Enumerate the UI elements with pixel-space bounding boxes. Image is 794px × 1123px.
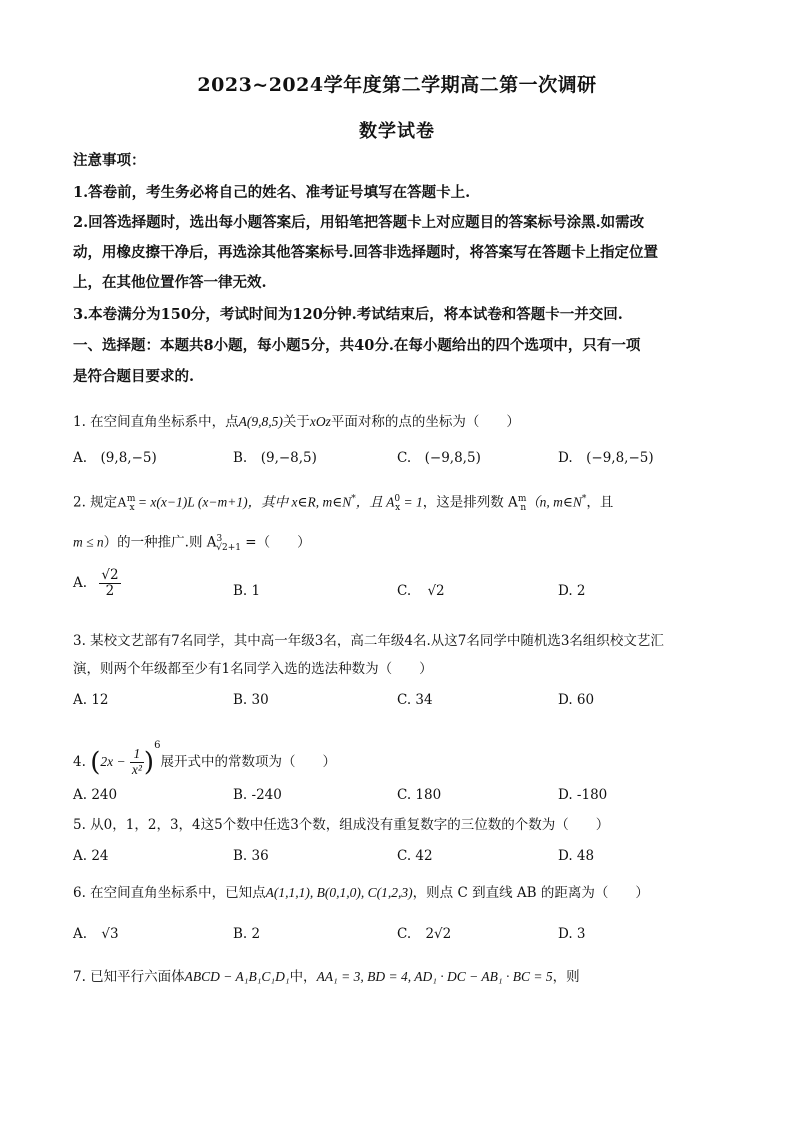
q6-option-c-label: C. <box>397 926 412 942</box>
q3-option-a: A. 12 <box>73 692 109 708</box>
q6-points: A(1,1,1), B(0,1,0), C(1,2,3) <box>265 885 413 900</box>
q4-stem-post: 展开式中的常数项为（ ） <box>160 754 336 770</box>
q3-option-d: D. 60 <box>558 692 595 708</box>
q2-formula: A <box>117 494 127 510</box>
q7-condition: AA₁ = 3, BD = 4, AD₁ · DC − AB₁ · BC = 5 <box>316 969 553 984</box>
note-2-line-2: 动，用橡皮擦干净后，再选涂其他答案标号.回答非选择题时，将答案写在答题卡上指定位置 <box>73 244 659 261</box>
q1-stem-pre: 1. 在空间直角坐标系中，点 <box>73 414 239 430</box>
q6-option-d: D. 3 <box>558 926 586 942</box>
section-1-heading-line-1: 一、选择题：本题共8小题，每小题5分，共40分.在每小题给出的四个选项中，只有一项 <box>73 337 641 354</box>
q5-option-d: D. 48 <box>558 848 595 864</box>
q2-option-d: D. 2 <box>558 583 586 599</box>
q4-num: 4. <box>73 754 86 770</box>
question-6 <box>73 880 733 906</box>
section-1-heading-line-2: 是符合题目要求的. <box>73 368 195 385</box>
q5-option-a: A. 24 <box>73 848 109 864</box>
question-3-line-1: 3. 某校文艺部有7名同学，其中高一年级3名，高二年级4名.从这7名同学中随机选3名组织校文艺汇 <box>73 633 664 649</box>
q6-option-a-value: √3 <box>101 926 119 942</box>
q4-fraction <box>130 747 144 778</box>
q6-option-b: B. 2 <box>233 926 261 942</box>
q2-option-c-value: √2 <box>427 583 445 599</box>
q1-option-a: A. (9,8,−5) <box>73 450 157 466</box>
q1-option-c: C. (−9,8,5) <box>397 450 481 466</box>
q2-and: ，且 A <box>355 494 395 510</box>
q2-line2-post: =（ ） <box>240 534 311 551</box>
q7-solid: ABCD − A₁B₁C₁D₁ <box>184 969 290 984</box>
q2-tail-sup: m <box>517 494 527 504</box>
q1-stem-post: 平面对称的点的坐标为（ ） <box>330 414 520 430</box>
question-3-line-2: 演，则两个年级都至少有1名同学入选的选法种数为（ ） <box>73 661 433 677</box>
question-5: 5. 从0，1，2，3，4这5个数中任选3个数，组成没有重复数字的三位数的个数为（ ） <box>73 817 610 833</box>
q2-a0-sup: 0 <box>394 494 401 504</box>
q1-stem-mid: 关于 <box>282 414 310 430</box>
q2-option-b: B. 1 <box>233 583 261 599</box>
q2-condition: ，其中 x∈R, m∈N <box>247 494 352 510</box>
note-1: 1.答卷前，考生务必将自己的姓名、准考证号填写在答题卡上. <box>73 184 471 201</box>
note-2-line-3: 上，在其他位置作答一律无效. <box>73 274 267 291</box>
q2-tail2: （n, m∈N <box>526 494 582 510</box>
q7-stem-mid: 中， <box>289 969 317 985</box>
q2-formula-sup: m <box>126 494 136 504</box>
note-2-line-1: 2.回答选择题时，选出每小题答案后，用铅笔把答题卡上对应题目的答案标号涂黑.如需改 <box>73 214 645 231</box>
q7-stem-pre: 7. 已知平行六面体 <box>73 969 185 985</box>
q5-option-c: C. 42 <box>397 848 433 864</box>
q2-option-a-label: A. <box>73 574 88 591</box>
q4-right-paren: ) <box>143 747 155 778</box>
q2-line2-mid: ）的一种推广.则 A <box>103 534 217 551</box>
q2-condition-star: * <box>351 494 356 504</box>
q4-fraction-denominator: x² <box>131 762 142 777</box>
q2-option-a-denominator: 2 <box>105 582 115 599</box>
q6-stem-post: ，则点 C 到直线 AB 的距离为（ ） <box>412 885 649 901</box>
q4-option-c: C. 180 <box>397 787 442 803</box>
q2-option-c <box>397 583 445 599</box>
question-4 <box>73 728 733 781</box>
notes-heading: 注意事项： <box>73 152 146 169</box>
q2-tail3: ，且 <box>586 494 614 511</box>
note-3: 3.本卷满分为150分，考试时间为120分钟.考试结束后，将本试卷和答题卡一并交回. <box>73 306 623 323</box>
q2-option-a <box>73 568 121 599</box>
q6-stem-pre: 6. 在空间直角坐标系中，已知点 <box>73 885 266 901</box>
q3-option-b: B. 30 <box>233 692 269 708</box>
q2-option-c-label: C. <box>397 583 412 599</box>
q4-left-paren: ( <box>90 747 101 778</box>
q2-a0-rhs: = 1 <box>400 494 423 510</box>
q5-option-b: B. 36 <box>233 848 269 864</box>
q1-option-d: D. (−9,8,−5) <box>558 450 654 466</box>
question-7 <box>73 964 733 990</box>
q2-line2-pre: m ≤ n <box>73 534 104 550</box>
q1-plane: xOz <box>309 414 331 429</box>
q2-formula-sub: x <box>129 503 135 514</box>
q2-line2-sup: 3 <box>216 534 223 544</box>
q1-option-b: B. (9,−8,5) <box>233 450 317 466</box>
exam-subtitle: 数学试卷 <box>359 121 435 142</box>
q4-option-a: A. 240 <box>73 787 118 803</box>
q4-exponent: 6 <box>154 740 161 751</box>
q4-option-b: B. -240 <box>233 787 282 803</box>
q2-option-a-numerator: √2 <box>101 567 119 583</box>
q4-fraction-numerator: 1 <box>130 747 144 763</box>
q6-option-c <box>397 926 451 942</box>
q6-option-a-label: A. <box>73 926 88 942</box>
q2-a0-sub: x <box>395 503 401 514</box>
q1-point: A(9,8,5) <box>238 414 283 429</box>
question-1 <box>73 409 733 435</box>
question-2-line-1 <box>73 486 733 521</box>
q3-option-c: C. 34 <box>397 692 433 708</box>
q2-line2-sub: √2+1 <box>216 543 241 554</box>
q4-expr-a: 2x − <box>100 754 126 769</box>
question-2-line-2 <box>73 526 733 561</box>
q7-stem-post: ，则 <box>552 969 580 985</box>
q2-formula-rhs: = x(x−1)L (x−m+1) <box>134 494 248 510</box>
q2-num: 2. 规定 <box>73 494 118 511</box>
q4-option-d: D. -180 <box>558 787 608 803</box>
exam-title: 2023~2024学年度第二学期高二第一次调研 <box>197 74 597 96</box>
q6-option-c-value: 2√2 <box>425 926 452 942</box>
q2-tail: ，这是排列数 A <box>422 494 518 511</box>
q2-tail-sub: n <box>520 503 527 514</box>
q2-option-a-fraction <box>99 568 120 599</box>
q2-tail2-star: * <box>581 494 587 504</box>
q6-option-a <box>73 926 119 942</box>
